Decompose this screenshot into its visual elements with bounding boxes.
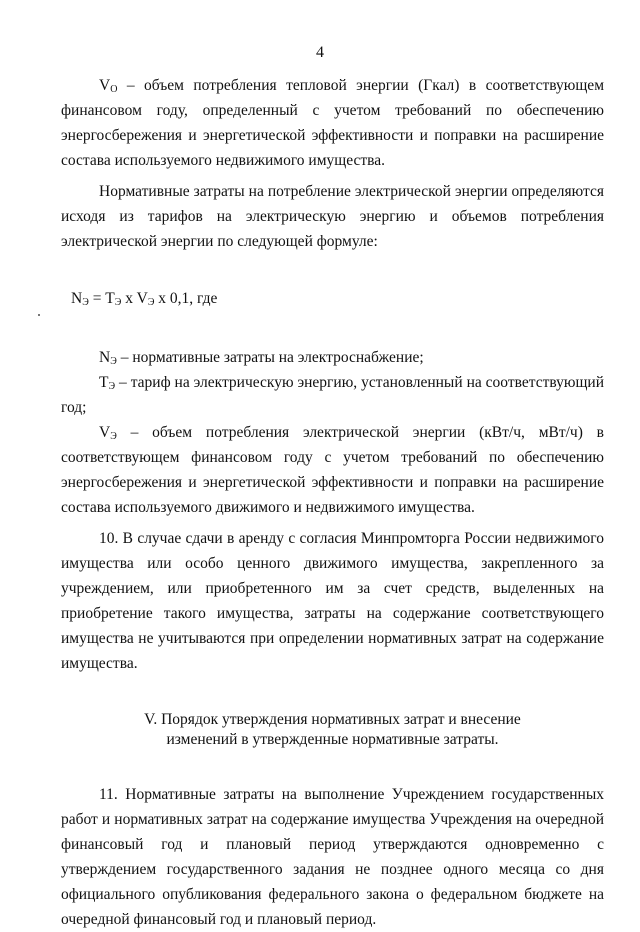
definition-te: [61, 370, 604, 420]
formula-equals-t: = T: [88, 290, 115, 307]
paragraph-11: 11. Нормативные затраты на выполнение Учреждением государственных работ и нормативных затрат на содержание имущества Учреждения на очередной финансовый год и плановый период утверждаются одновременно с утверждением государственного задания не позднее одного месяца со дня официального опубликования федерального закона о федеральном бюджете на очередной финансовый год и плановый период.: [61, 786, 604, 928]
subscript-o: O: [110, 84, 118, 95]
formula-rest: x 0,1, где: [154, 290, 218, 307]
v0-definition-text: – объем потребления тепловой энергии (Гкал) в соответствующем финансовом году, определенный с учетом требований по обеспечению энергосбережения и энергетической эффективности и поправки на расширение состава используемого недвижимого имущества.: [61, 77, 604, 169]
section-heading-line-1: V. Порядок утверждения нормативных затрат и внесение: [144, 711, 521, 728]
def-te-symbol: T: [99, 374, 109, 391]
def-ve-symbol: V: [99, 424, 111, 441]
def-ne-sub: Э: [110, 356, 117, 367]
formula: [61, 286, 604, 311]
definition-ve: [61, 420, 604, 520]
def-ne-text: – нормативные затраты на электроснабжение;: [116, 349, 424, 366]
symbol-v: V: [99, 77, 111, 94]
def-ve-sub: Э: [110, 431, 117, 442]
formula-n-sub: Э: [82, 297, 89, 308]
formula-n: N: [71, 290, 83, 307]
def-ve-text: – объем потребления электрической энергии (кВт/ч, мВт/ч) в соответствующем финансовом году с учетом требований по обеспечению энергосбережения и энергетической эффективности и поправки на расширение состава используемого движимого и недвижимого имущества.: [61, 424, 604, 516]
scan-mark: [38, 314, 40, 316]
def-ne-symbol: N: [99, 349, 111, 366]
paragraph-electricity-costs: Нормативные затраты на потребление электрической энергии определяются исходя из тарифов на электрическую энергию и объемов потребления электрической энергии по следующей формуле:: [61, 183, 604, 250]
document-body: [61, 73, 604, 932]
paragraph-10: 10. В случае сдачи в аренду с согласия Минпромторга России недвижимого имущества или особо ценного движимого имущества, закрепленного за учреждением, или приобретенного им за счет средств, выделенных на приобретение такого имущества, затраты на содержание соответствующего имущества не учитываются при определении нормативных затрат на содержание имущества.: [61, 530, 604, 672]
def-te-sub: Э: [108, 381, 116, 392]
section-heading-line-2: изменений в утвержденные нормативные затраты.: [166, 731, 499, 748]
definition-ne: [61, 345, 604, 370]
formula-t-sub: Э: [114, 297, 122, 308]
section-heading: [61, 710, 604, 750]
def-te-text: – тариф на электрическую энергию, установленный на соответствующий год;: [61, 374, 604, 416]
formula-v-sub: Э: [147, 297, 155, 308]
paragraph-v0-definition: [61, 73, 604, 173]
formula-times-v: x V: [121, 290, 148, 307]
page-number: 4: [316, 44, 324, 61]
